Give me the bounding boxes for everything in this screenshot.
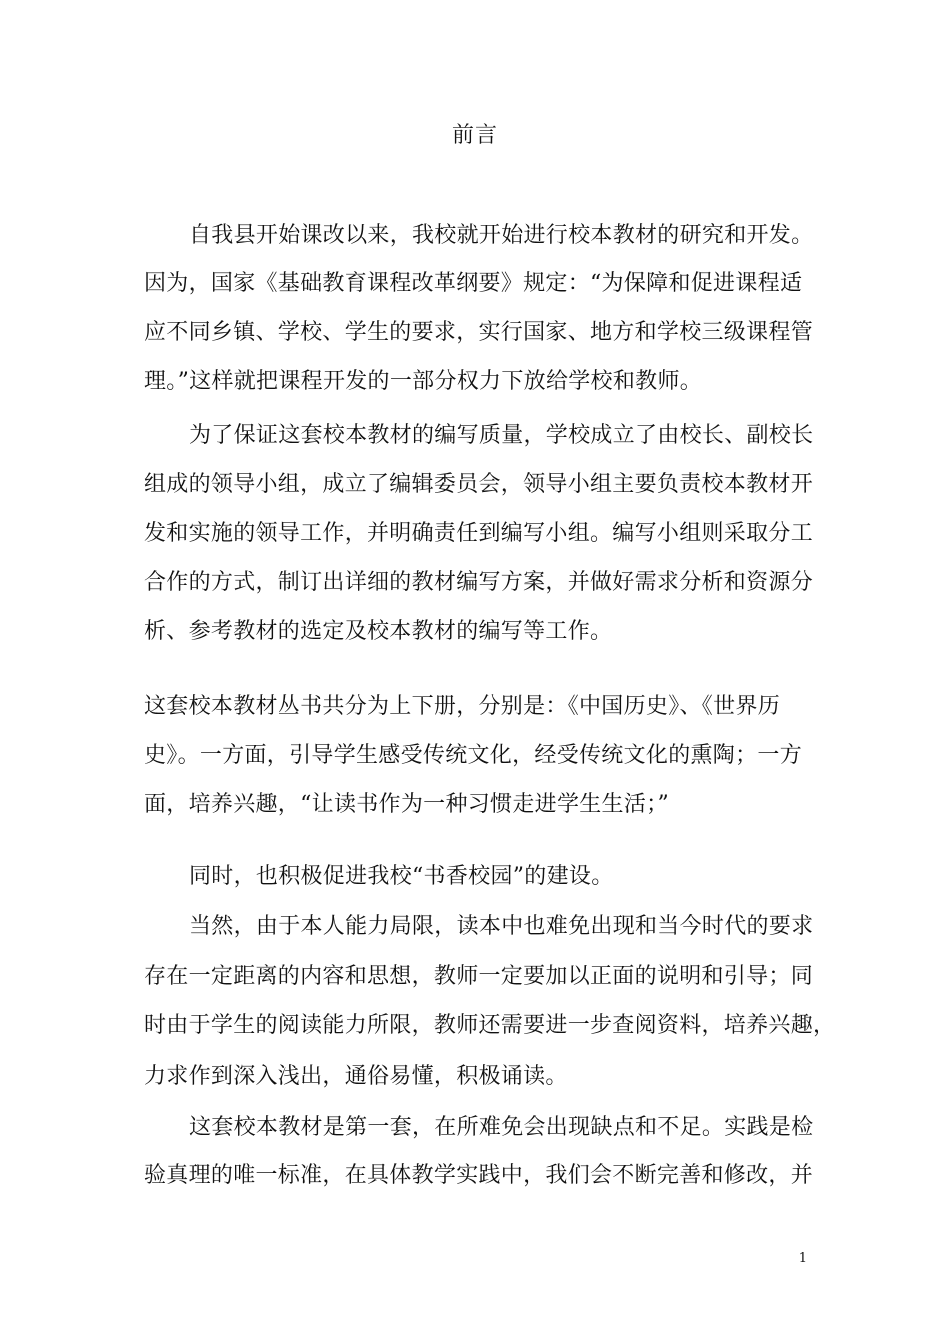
text-line: 组成的领导小组，成立了编辑委员会，领导小组主要负责校本教材开 <box>144 472 814 497</box>
text-line: 当然，由于本人能力局限，读本中也难免出现和当今时代的要求 <box>189 914 814 939</box>
text-line: 因为，国家《基础教育课程改革纲要》规定：“为保障和促进课程适 <box>144 271 803 296</box>
text-line: 为了保证这套校本教材的编写质量，学校成立了由校长、副校长 <box>189 423 814 448</box>
text-line: 面，培养兴趣，“让读书作为一种习惯走进学生生活；” <box>144 792 669 817</box>
text-line: 力求作到深入浅出，通俗易懂，积极诵读。 <box>144 1064 568 1089</box>
text-line: 合作的方式，制订出详细的教材编写方案，并做好需求分析和资源分 <box>144 570 814 595</box>
text-line: 史》。一方面，引导学生感受传统文化，经受传统文化的熏陶；一方 <box>144 743 803 768</box>
text-line: 时由于学生的阅读能力所限，教师还需要进一步查阅资料，培养兴趣， <box>144 1013 836 1038</box>
text-line: 发和实施的领导工作，并明确责任到编写小组。编写小组则采取分工 <box>144 521 814 546</box>
page-title: 前言 <box>451 123 498 148</box>
text-line: 析、参考教材的选定及校本教材的编写等工作。 <box>144 619 613 644</box>
text-line: 这套校本教材丛书共分为上下册，分别是：《中国历史》、《世界历 <box>144 694 781 719</box>
text-line: 验真理的唯一标准，在具体教学实践中，我们会不断完善和修改，并 <box>144 1163 814 1188</box>
text-line: 这套校本教材是第一套，在所难免会出现缺点和不足。实践是检 <box>189 1115 814 1140</box>
text-line: 同时，也积极促进我校“书香校园”的建设。 <box>189 864 614 889</box>
text-line: 存在一定距离的内容和思想，教师一定要加以正面的说明和引导；同 <box>144 964 814 989</box>
text-line: 应不同乡镇、学校、学生的要求，实行国家、地方和学校三级课程管 <box>144 320 814 345</box>
text-line: 理。”这样就把课程开发的一部分权力下放给学校和教师。 <box>144 369 703 394</box>
text-line: 自我县开始课改以来，我校就开始进行校本教材的研究和开发。 <box>189 223 814 248</box>
page-number: 1 <box>798 1251 807 1266</box>
